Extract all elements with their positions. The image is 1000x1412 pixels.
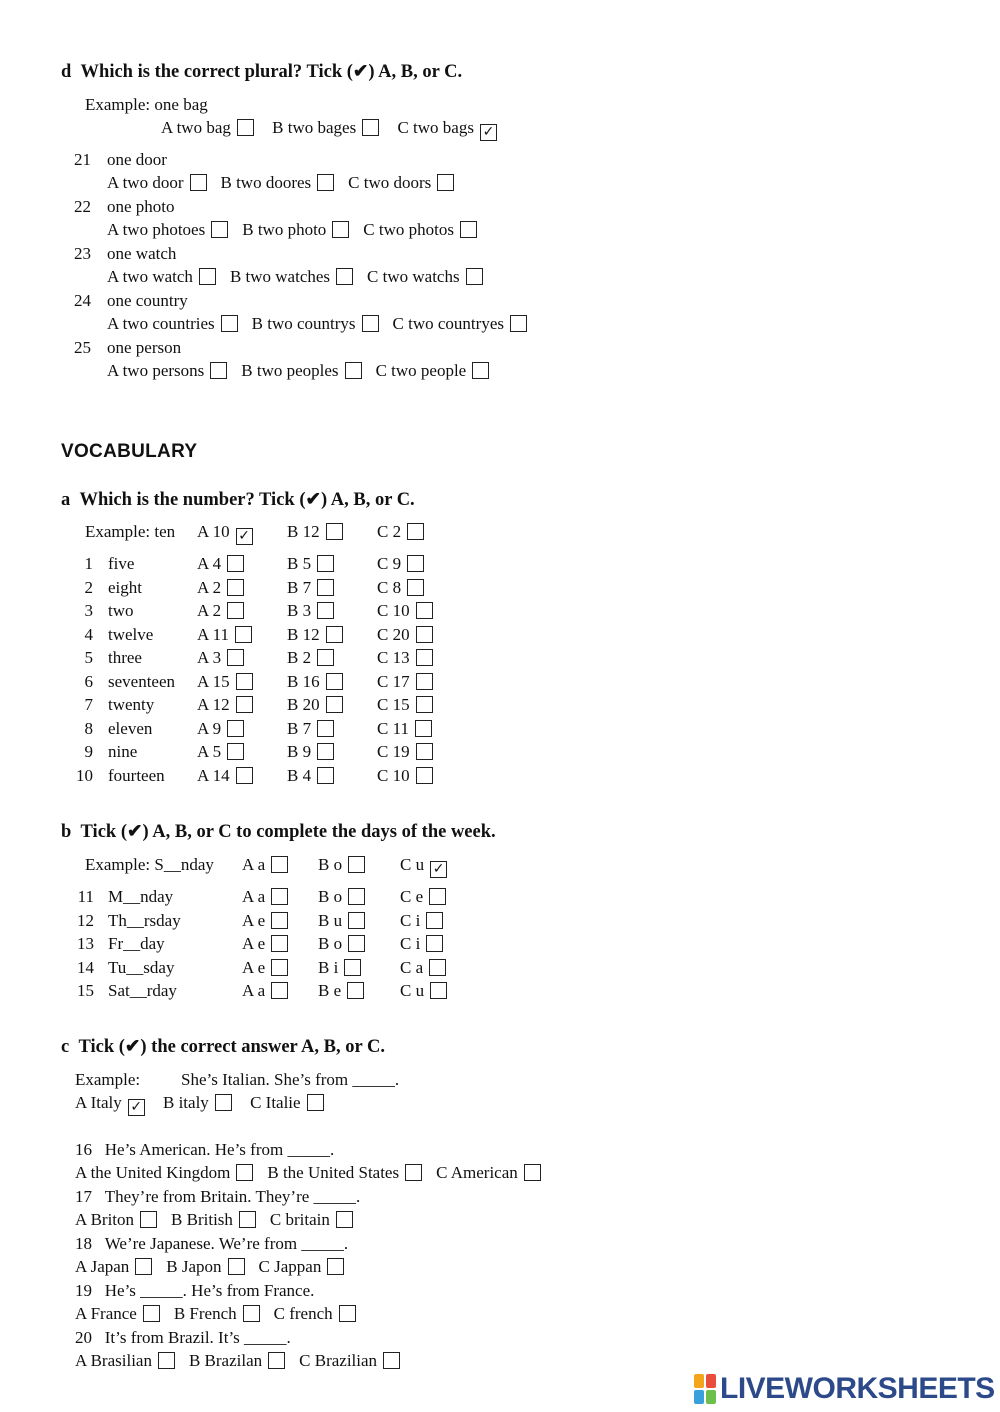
checkbox[interactable] [317, 649, 334, 666]
option: B two doores [221, 172, 335, 194]
option: B Japon [166, 1256, 244, 1278]
section-c-example-options [75, 1092, 338, 1116]
checkbox[interactable] [416, 767, 433, 784]
checkbox[interactable] [336, 1211, 353, 1228]
option: B italy [163, 1092, 232, 1114]
checkbox[interactable] [430, 982, 447, 999]
option: A two bag [161, 117, 254, 139]
section-c-heading [61, 1036, 385, 1058]
section-d-example-label: Example: one bag [85, 95, 208, 114]
question-prompt: one photo [107, 197, 175, 216]
option: A two persons [107, 360, 227, 382]
option: A a [242, 886, 288, 908]
question-sentence: He’s _____. He’s from France. [104, 1281, 315, 1300]
option: B o [318, 933, 365, 955]
section-c-example-label: Example: [75, 1070, 141, 1089]
checkbox[interactable] [336, 268, 353, 285]
logo-icon [694, 1374, 716, 1404]
checkbox[interactable] [416, 626, 433, 643]
checkbox[interactable] [317, 743, 334, 760]
question-options [107, 266, 497, 288]
checkbox[interactable] [227, 602, 244, 619]
checkbox[interactable] [407, 555, 424, 572]
option: B British [171, 1209, 256, 1231]
section-instruction: Which is the correct plural? Tick (✔) A, B, or C. [80, 62, 463, 82]
question-line [75, 1139, 334, 1161]
question-number: 19 [75, 1281, 92, 1300]
checkbox[interactable] [140, 1211, 157, 1228]
option: B 3 [287, 600, 334, 622]
section-instruction: Tick (✔) A, B, or C to complete the days of the week. [80, 822, 496, 842]
option: B the United States [267, 1162, 422, 1184]
question-options [75, 1303, 370, 1325]
option: B 12 [287, 624, 343, 646]
option: C two watchs [367, 266, 483, 288]
row-number: 11 [77, 887, 94, 906]
checkbox[interactable] [326, 696, 343, 713]
section-instruction: Which is the number? Tick (✔) A, B, or C. [79, 490, 415, 510]
option: B French [174, 1303, 260, 1325]
checkbox[interactable] [524, 1164, 541, 1181]
option: B 16 [287, 671, 343, 693]
checkbox[interactable] [227, 720, 244, 737]
option: A two photoes [107, 219, 228, 241]
row-word: seventeen [108, 671, 176, 691]
option: C e [400, 886, 446, 908]
option: B 4 [287, 765, 334, 787]
option: A e [242, 933, 288, 955]
checkbox[interactable] [211, 221, 228, 238]
option: A 12 [197, 694, 253, 716]
row-word: nine [108, 742, 138, 761]
row-word: Th__rsday [108, 910, 181, 930]
question-prompt: one country [107, 291, 188, 310]
row-number: 9 [84, 742, 93, 761]
option: B 12 [287, 521, 343, 543]
option: A two countries [107, 313, 238, 335]
option: C i [400, 910, 443, 932]
checkbox[interactable] [227, 649, 244, 666]
option: A 14 [197, 765, 253, 787]
row-number: 13 [77, 934, 94, 953]
checkbox[interactable] [416, 696, 433, 713]
option: B 7 [287, 577, 334, 599]
row-number: 12 [77, 910, 94, 930]
section-b-heading [61, 821, 496, 843]
option: C two people [376, 360, 490, 382]
option: A 10 ✓ [197, 521, 253, 545]
question-number: 22 [74, 197, 91, 216]
checkbox[interactable] [239, 1211, 256, 1228]
checkbox[interactable] [237, 119, 254, 136]
checkbox[interactable] [317, 602, 334, 619]
checkbox[interactable] [271, 856, 288, 873]
option: A two watch [107, 266, 216, 288]
option: A France [75, 1303, 160, 1325]
option: B two bages [272, 117, 379, 139]
option: C 13 [377, 647, 433, 669]
checkbox[interactable] [332, 221, 349, 238]
checkbox[interactable] [460, 221, 477, 238]
checkbox[interactable] [317, 579, 334, 596]
question-options [75, 1350, 414, 1372]
checkbox[interactable] [426, 912, 443, 929]
checkbox[interactable] [317, 720, 334, 737]
checkbox[interactable] [416, 673, 433, 690]
checkbox[interactable] [236, 1164, 253, 1181]
checkbox[interactable] [243, 1305, 260, 1322]
checkbox[interactable] [236, 767, 253, 784]
checkbox[interactable] [426, 935, 443, 952]
checkbox[interactable] [326, 523, 343, 540]
section-letter: d [61, 62, 72, 82]
checkbox[interactable] [317, 555, 334, 572]
question-options [107, 172, 468, 194]
question-line [75, 1280, 314, 1302]
option: B two peoples [241, 360, 361, 382]
question-line [75, 1233, 348, 1255]
checkbox[interactable] [143, 1305, 160, 1322]
option: A e [242, 910, 288, 932]
option: A 5 [197, 741, 244, 763]
row-word: Sat__rday [108, 981, 177, 1000]
checkbox[interactable] [227, 743, 244, 760]
option: A a [242, 980, 288, 1002]
option: A Japan [75, 1256, 152, 1278]
option: A Briton [75, 1209, 157, 1231]
row-word: Tu__sday [108, 957, 175, 977]
row-number: 14 [77, 957, 94, 977]
checkbox[interactable] [348, 888, 365, 905]
option: C 19 [377, 741, 433, 763]
question-line [75, 1186, 360, 1208]
section-letter: a [61, 490, 71, 510]
option: C Brazilian [299, 1350, 400, 1372]
option: C a [400, 957, 446, 979]
example-label: Example: ten [85, 522, 176, 541]
option: C 2 [377, 521, 424, 543]
checkbox[interactable] [345, 362, 362, 379]
option: B 20 [287, 694, 343, 716]
option: A the United Kingdom [75, 1162, 253, 1184]
checkbox[interactable] [347, 982, 364, 999]
row-number: 15 [77, 981, 94, 1000]
question-number: 18 [75, 1234, 92, 1253]
option: C britain [270, 1209, 353, 1231]
question-number: 24 [74, 291, 91, 310]
row-word: M__nday [108, 887, 174, 906]
checkbox[interactable] [348, 856, 365, 873]
checkbox[interactable] [215, 1094, 232, 1111]
row-word: eight [108, 577, 142, 597]
row-word: Fr__day [108, 934, 165, 953]
section-d-heading [61, 61, 462, 83]
checkbox[interactable] [327, 1258, 344, 1275]
option: C Jappan [259, 1256, 345, 1278]
example-label: Example: S__nday [85, 855, 214, 874]
option: B o [318, 886, 365, 908]
question-options [107, 219, 491, 241]
option: A 9 [197, 718, 244, 740]
question-number: 25 [74, 338, 91, 357]
checkbox[interactable] [228, 1258, 245, 1275]
checkbox[interactable] [268, 1352, 285, 1369]
checkbox[interactable] [271, 888, 288, 905]
checkbox[interactable] [190, 174, 207, 191]
row-word: three [108, 648, 142, 667]
checkbox[interactable] [344, 959, 361, 976]
row-word: two [108, 601, 134, 620]
checkbox[interactable] [466, 268, 483, 285]
option: C two doors [348, 172, 454, 194]
option: C 17 [377, 671, 433, 693]
question-options [75, 1209, 367, 1231]
option: B two watches [230, 266, 353, 288]
checkbox[interactable] [416, 602, 433, 619]
option: C two bags ✓ [397, 117, 497, 141]
option: C 15 [377, 694, 433, 716]
question-number: 17 [75, 1187, 92, 1206]
checkbox[interactable] [271, 959, 288, 976]
question-prompt: one door [107, 150, 167, 169]
checkbox[interactable] [210, 362, 227, 379]
checkbox[interactable] [227, 555, 244, 572]
section-d-example-options [161, 117, 511, 141]
option: C u [400, 980, 447, 1002]
checkbox[interactable] [326, 673, 343, 690]
option: C i [400, 933, 443, 955]
question-number: 20 [75, 1328, 92, 1347]
checkbox[interactable] [235, 626, 252, 643]
option: B 2 [287, 647, 334, 669]
row-number: 7 [84, 695, 93, 714]
checkbox[interactable] [510, 315, 527, 332]
option: A 4 [197, 553, 244, 575]
checkbox[interactable] [472, 362, 489, 379]
checkbox[interactable] [236, 673, 253, 690]
question-options [75, 1162, 555, 1184]
option: B i [318, 957, 361, 979]
row-word: five [108, 554, 135, 573]
option: C 8 [377, 577, 424, 599]
row-word: twenty [108, 695, 155, 714]
question-line [75, 1327, 291, 1349]
option: A 2 [197, 577, 244, 599]
row-number: 8 [84, 718, 93, 738]
checkbox[interactable] [416, 649, 433, 666]
liveworksheets-logo [694, 1372, 995, 1406]
checkbox[interactable] [135, 1258, 152, 1275]
option: A two door [107, 172, 207, 194]
checkbox[interactable] [339, 1305, 356, 1322]
row-number: 5 [84, 648, 93, 667]
checkbox[interactable] [271, 935, 288, 952]
option: C American [436, 1162, 541, 1184]
checkbox[interactable] [317, 767, 334, 784]
option: B 9 [287, 741, 334, 763]
option: B 5 [287, 553, 334, 575]
checkbox[interactable] [158, 1352, 175, 1369]
row-number: 6 [84, 671, 93, 691]
checkbox-checked[interactable]: ✓ [430, 861, 447, 878]
option: B u [318, 910, 365, 932]
checkbox[interactable] [271, 982, 288, 999]
option: C french [274, 1303, 356, 1325]
section-instruction: Tick (✔) the correct answer A, B, or C. [78, 1037, 385, 1057]
row-word: twelve [108, 624, 154, 644]
checkbox[interactable] [236, 696, 253, 713]
option: A e [242, 957, 288, 979]
row-word: eleven [108, 718, 153, 738]
logo-text: LIVEWORKSHEETS [720, 1372, 995, 1405]
checkbox-checked[interactable]: ✓ [128, 1099, 145, 1116]
question-prompt: one watch [107, 244, 177, 263]
option: B e [318, 980, 364, 1002]
checkbox[interactable] [348, 912, 365, 929]
checkbox[interactable] [437, 174, 454, 191]
row-number: 4 [84, 624, 93, 644]
option: B o [318, 854, 365, 876]
checkbox[interactable] [407, 523, 424, 540]
row-word: fourteen [108, 765, 165, 785]
row-number: 2 [84, 577, 93, 597]
checkbox[interactable] [416, 743, 433, 760]
section-letter: c [61, 1037, 70, 1057]
option: A Italy ✓ [75, 1092, 145, 1116]
option: C 10 [377, 765, 433, 787]
option: A 3 [197, 647, 244, 669]
option: C 9 [377, 553, 424, 575]
question-options [107, 360, 503, 382]
checkbox[interactable] [405, 1164, 422, 1181]
option: C two countryes [393, 313, 527, 335]
question-sentence: It’s from Brazil. It’s _____. [104, 1328, 291, 1347]
question-number: 16 [75, 1140, 92, 1159]
option: C 20 [377, 624, 433, 646]
checkbox[interactable] [362, 315, 379, 332]
question-options [75, 1256, 358, 1278]
option: B 7 [287, 718, 334, 740]
checkbox[interactable] [429, 888, 446, 905]
option: C 11 [377, 718, 432, 740]
checkbox-checked[interactable]: ✓ [236, 528, 253, 545]
option: A Brasilian [75, 1350, 175, 1372]
checkbox[interactable] [221, 315, 238, 332]
option: B Brazilan [189, 1350, 285, 1372]
question-prompt: one person [107, 338, 182, 357]
row-number: 1 [84, 554, 93, 573]
section-letter: b [61, 822, 72, 842]
question-sentence: We’re Japanese. We’re from _____. [104, 1234, 349, 1253]
checkbox-checked[interactable]: ✓ [480, 124, 497, 141]
checkbox[interactable] [317, 174, 334, 191]
checkbox[interactable] [415, 720, 432, 737]
checkbox[interactable] [307, 1094, 324, 1111]
option: A 15 [197, 671, 253, 693]
option: A a [242, 854, 288, 876]
checkbox[interactable] [407, 579, 424, 596]
checkbox[interactable] [429, 959, 446, 976]
option: A 2 [197, 600, 244, 622]
option: C two photos [363, 219, 477, 241]
checkbox[interactable] [362, 119, 379, 136]
question-sentence: They’re from Britain. They’re _____. [104, 1187, 361, 1206]
question-number: 21 [74, 150, 91, 169]
option: C u ✓ [400, 854, 447, 878]
section-a-heading [61, 489, 415, 511]
checkbox[interactable] [199, 268, 216, 285]
checkbox[interactable] [326, 626, 343, 643]
checkbox[interactable] [348, 935, 365, 952]
option: C Italie [250, 1092, 324, 1114]
checkbox[interactable] [383, 1352, 400, 1369]
question-sentence: He’s American. He’s from _____. [104, 1140, 335, 1159]
question-options [107, 313, 541, 335]
checkbox[interactable] [271, 912, 288, 929]
row-number: 10 [76, 765, 93, 785]
option: B two countrys [252, 313, 379, 335]
vocabulary-title: VOCABULARY [61, 441, 198, 462]
section-c-example-sentence: She’s Italian. She’s from _____. [181, 1070, 400, 1089]
option: C 10 [377, 600, 433, 622]
option: B two photo [242, 219, 349, 241]
option: A 11 [197, 624, 252, 646]
checkbox[interactable] [227, 579, 244, 596]
question-number: 23 [74, 244, 91, 263]
row-number: 3 [84, 601, 93, 620]
